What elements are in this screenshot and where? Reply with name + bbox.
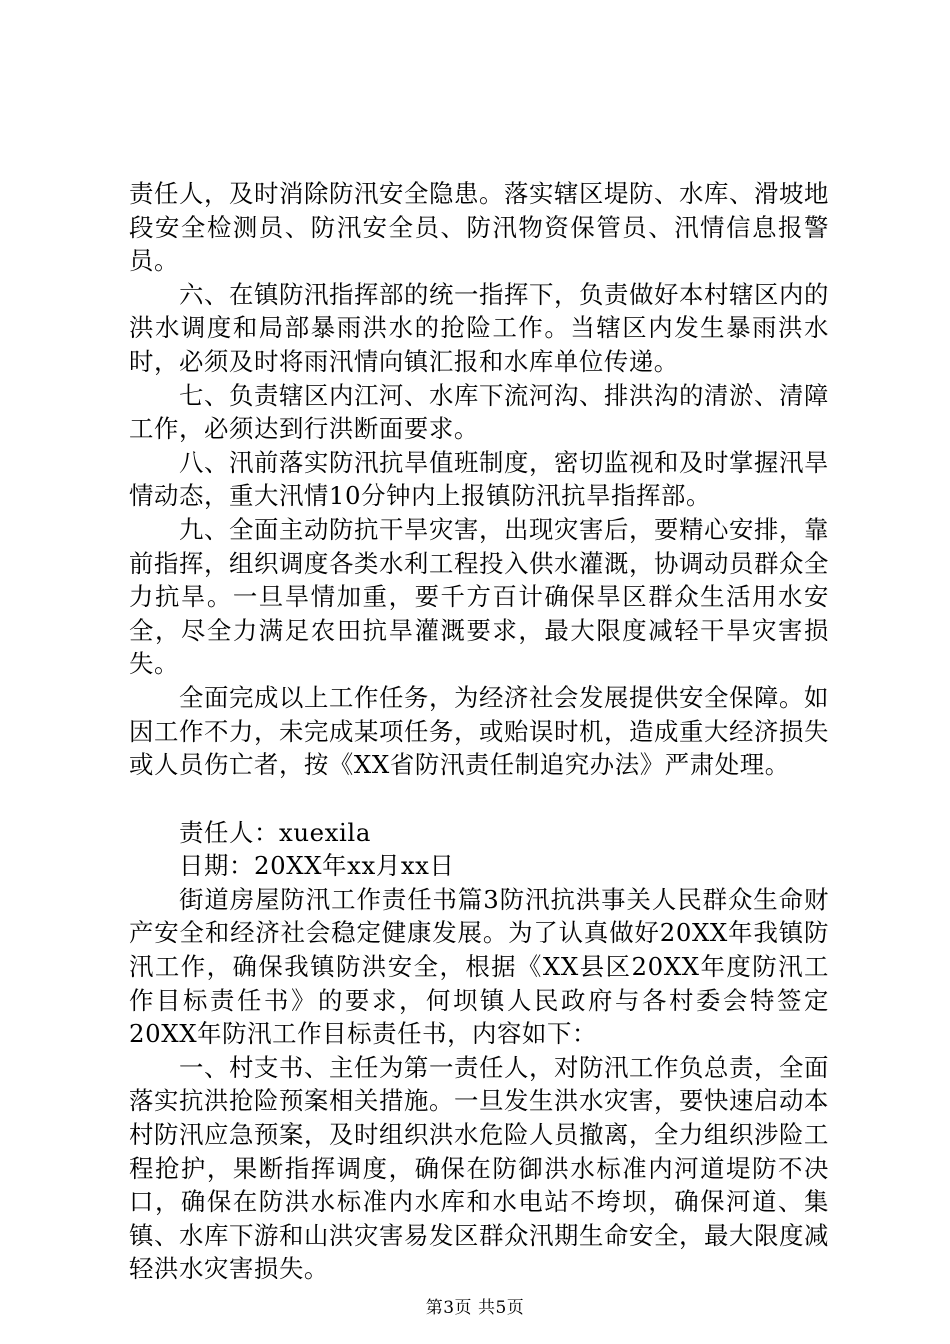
- signature-date: 日期：20XX年xx月xx日: [179, 851, 455, 881]
- paragraph-continuation: 责任人，及时消除防汛安全隐患。落实辖区堤防、水库、滑坡地段安全检测员、防汛安全员、防汛物资保管员、汛情信息报警员。: [129, 179, 829, 276]
- paragraph-conclusion: 全面完成以上工作任务，为经济社会发展提供安全保障。如因工作不力，未完成某项任务，或贻误时机，造成重大经济损失或人员伤亡者，按《XX省防汛责任制追究办法》严肃处理。: [129, 682, 829, 780]
- signature-person: 责任人：xuexila: [179, 817, 371, 847]
- paragraph-item-7: 七、负责辖区内江河、水库下流河沟、排洪沟的清淤、清障工作，必须达到行洪断面要求。: [129, 380, 829, 444]
- page-footer: 第3页 共5页: [425, 1298, 525, 1318]
- paragraph-item-6: 六、在镇防汛指挥部的统一指挥下，负责做好本村辖区内的洪水调度和局部暴雨洪水的抢险工作。当辖区内发生暴雨洪水时，必须及时将雨汛情向镇汇报和水库单位传递。: [129, 279, 829, 376]
- paragraph-item-1: 一、村支书、主任为第一责任人，对防汛工作负总责，全面落实抗洪抢险预案相关措施。一旦发生洪水灾害，要快速启动本村防汛应急预案，及时组织洪水危险人员撤离，全力组织涉险工程抢护，果断指挥调度，确保在防御洪水标准内河道堤防不决口，确保在防洪水标准内水库和水电站不垮坝，确保河道、集镇、水库下游和山洪灾害易发区群众汛期生命安全，最大限度减轻洪水灾害损失。: [129, 1052, 829, 1284]
- paragraph-item-8: 八、汛前落实防汛抗旱值班制度，密切监视和及时掌握汛旱情动态，重大汛情10分钟内上报镇防汛抗旱指挥部。: [129, 447, 829, 511]
- paragraph-item-9: 九、全面主动防抗干旱灾害，出现灾害后，要精心安排，靠前指挥，组织调度各类水利工程投入供水灌溉，协调动员群众全力抗旱。一旦旱情加重，要千方百计确保旱区群众生活用水安全，尽全力满足农田抗旱灌溉要求，最大限度减轻干旱灾害损失。: [129, 514, 829, 679]
- document-body: [129, 177, 829, 1286]
- paragraph-section-intro: 街道房屋防汛工作责任书篇3防汛抗洪事关人民群众生命财产安全和经济社会稳定健康发展。为了认真做好20XX年我镇防汛工作，确保我镇防洪安全，根据《XX县区20XX年度防汛工作目标责任书》的要求，何坝镇人民政府与各村委会特签定20XX年防汛工作目标责任书，内容如下：: [129, 884, 829, 1049]
